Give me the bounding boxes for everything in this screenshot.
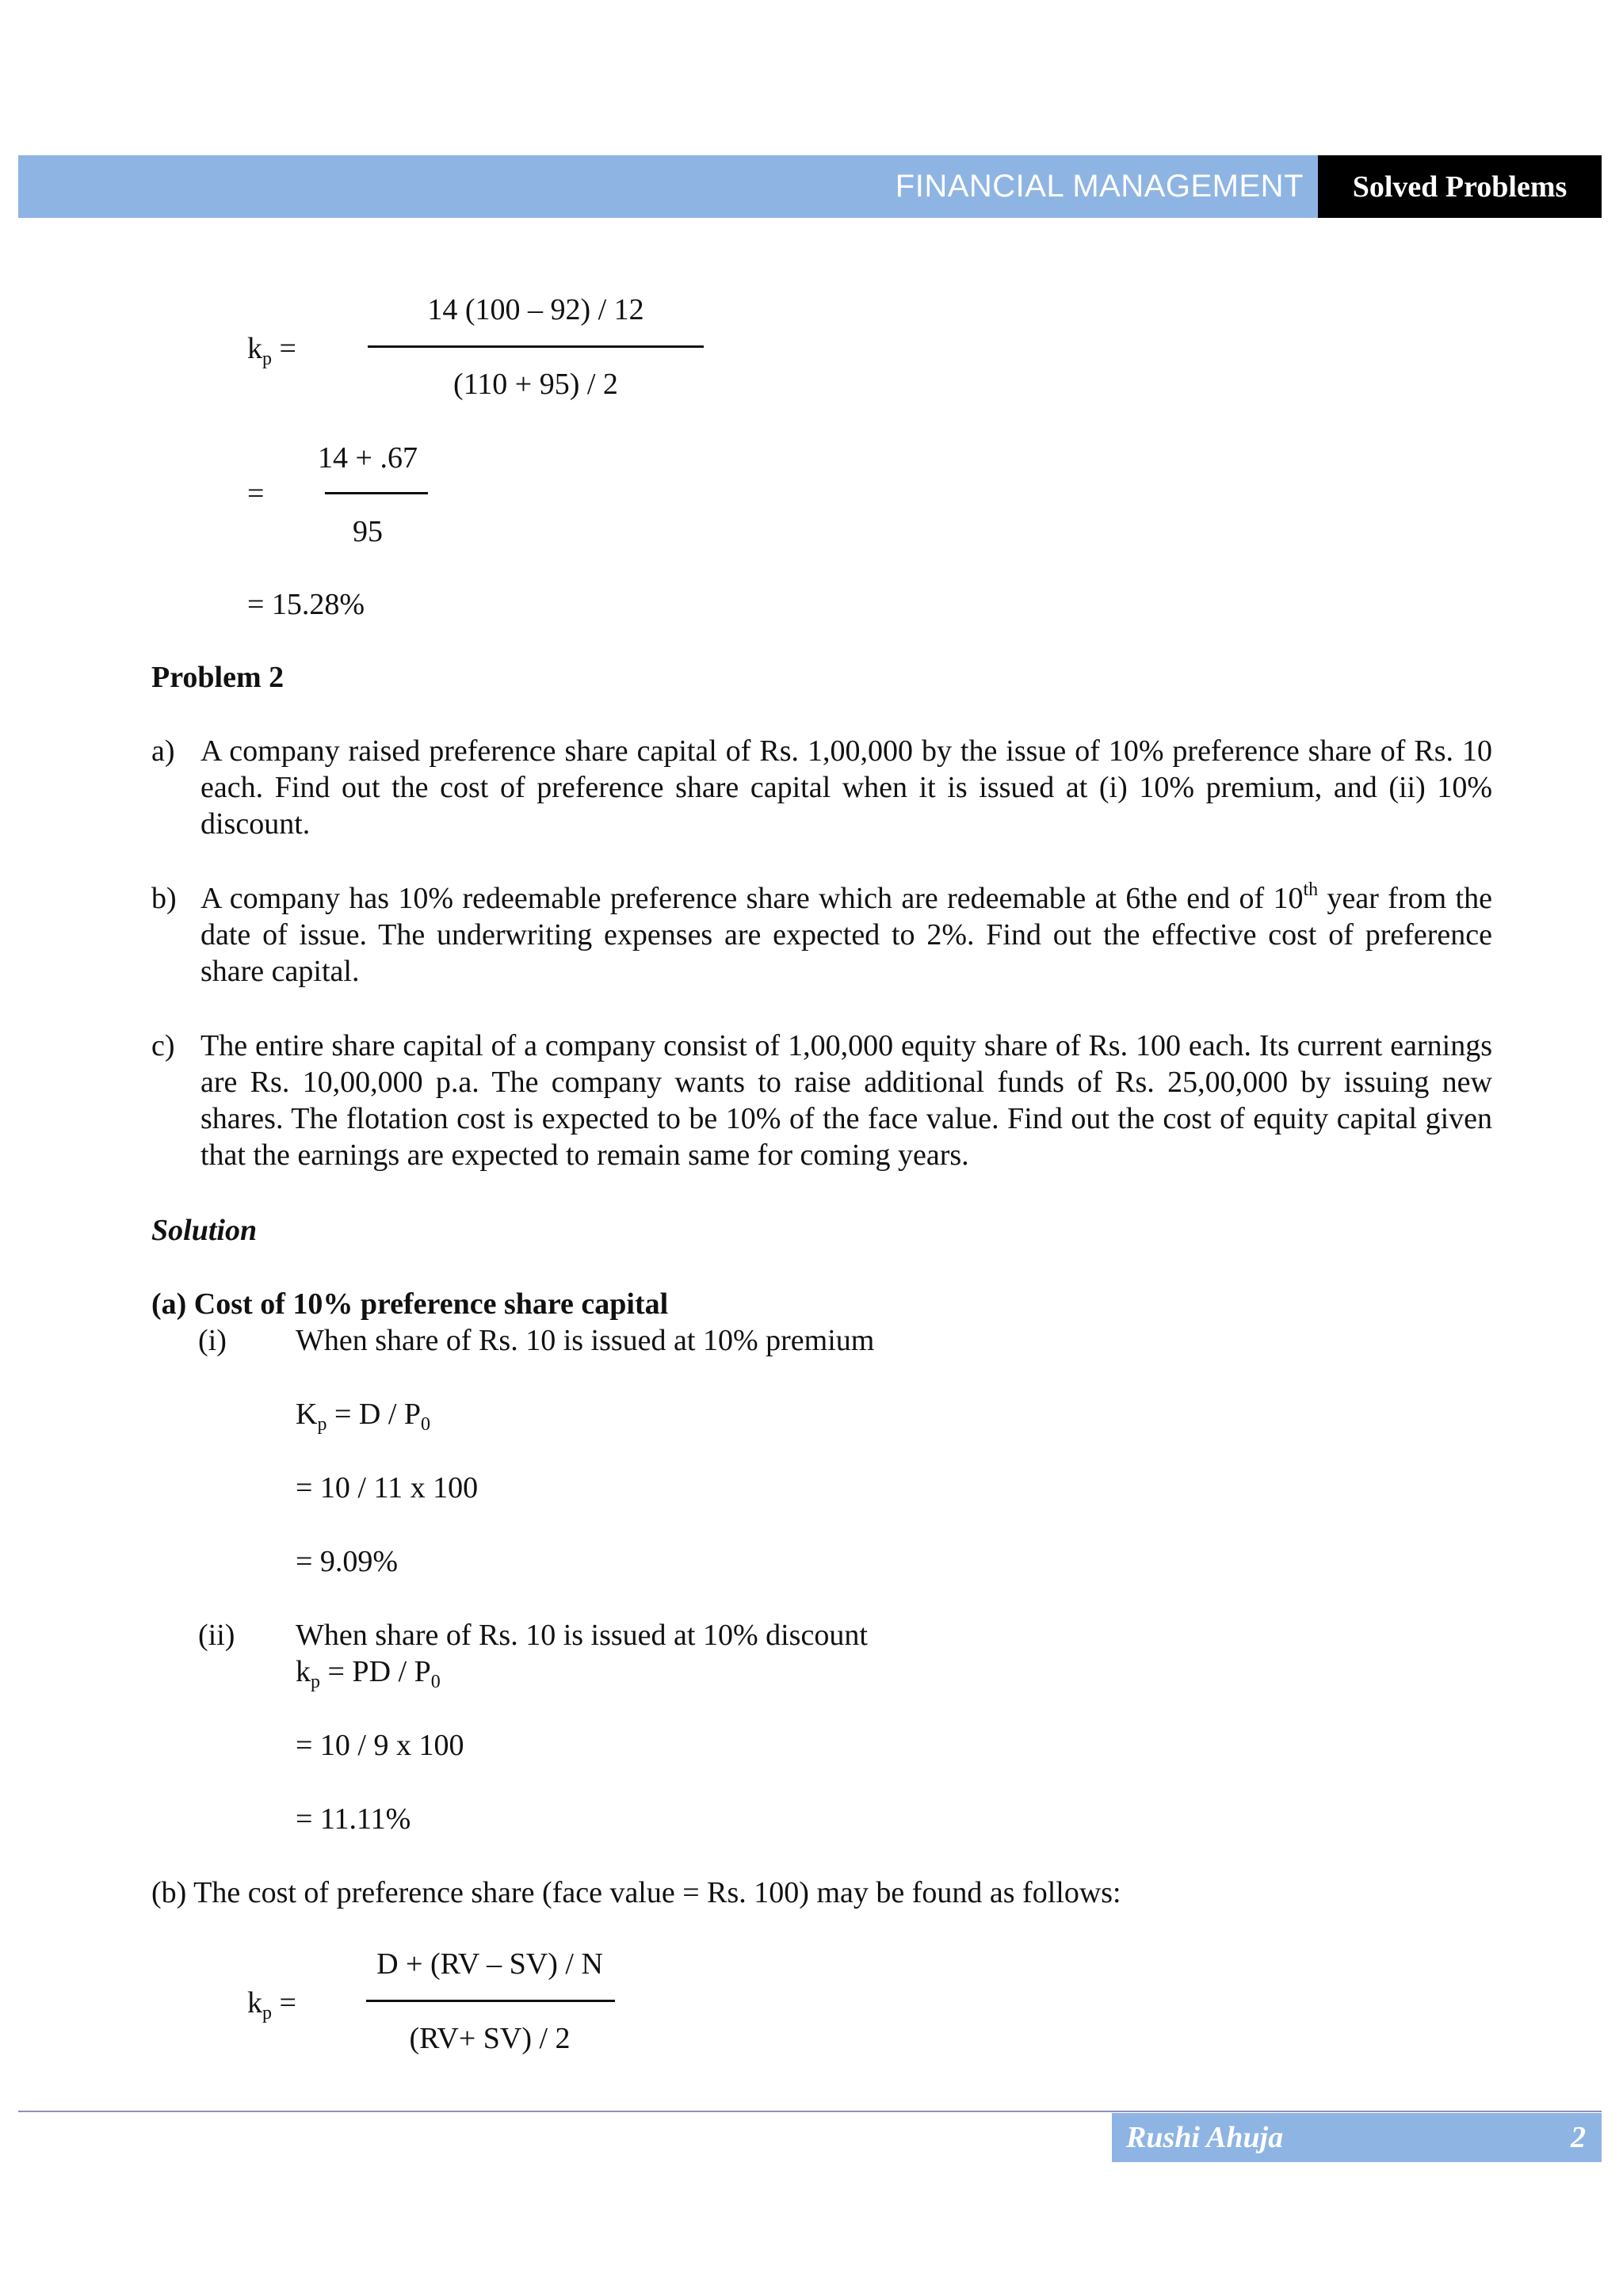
eq2-fraction-bar: [325, 492, 428, 494]
part-b-denominator: (RV+ SV) / 2: [409, 2022, 571, 2055]
header-section-label: [1318, 155, 1602, 218]
problem-item-text: A company raised preference share capital of Rs. 1,00,000 by the issue of 10% preference share of Rs. 10 each. Find out the cost of preference share capital when it is issued at (i) 10% premium, and (ii) 10% discount.: [200, 734, 1492, 841]
problem-title: Problem 2: [151, 661, 285, 694]
part-a-ii-desc: When share of Rs. 10 is issued at 10% discount: [296, 1619, 868, 1652]
part-a-ii-label: (ii): [198, 1619, 235, 1652]
part-a-i-label: (i): [198, 1324, 227, 1357]
part-b-numerator: D + (RV – SV) / N: [376, 1947, 603, 1981]
solution-title: Solution: [151, 1214, 258, 1247]
page-number: 2: [1571, 2121, 1586, 2154]
part-a-i-step: = 10 / 11 x 100: [296, 1471, 479, 1505]
eq1-lhs: $k_p$ =: [247, 332, 296, 369]
part-b-lhs: $k_p$ =: [247, 1986, 296, 2023]
problem-item-label: b): [151, 882, 177, 915]
header-title: FINANCIAL MANAGEMENT: [895, 169, 1304, 204]
part-a-ii-step: = 10 / 9 x 100: [296, 1729, 464, 1762]
part-a-heading: (a) Cost of 10% preference share capital: [151, 1287, 669, 1321]
problem-item-label: a): [151, 734, 175, 768]
eq2-denominator: 95: [353, 515, 383, 548]
problem-item-text: A company has 10% redeemable preference share which are redeemable at 6the end of 10th year from the date of issue. The underwriting expenses are expected to 2%. Find out the effective cost of preference share capital.: [200, 879, 1492, 988]
part-b-intro: (b) The cost of preference share (face value = Rs. 100) may be found as follows:: [151, 1876, 1121, 1909]
footer-rule: [18, 2111, 1602, 2112]
part-a-ii-result: = 11.11%: [296, 1802, 411, 1836]
header-title-bar: [18, 155, 1318, 218]
part-a-i-desc: When share of Rs. 10 is issued at 10% premium: [296, 1324, 875, 1357]
part-a-i-formula: $K_p = D / P_0$: [296, 1398, 431, 1435]
part-a-ii-formula: $k_p$ = PD / $P_0$: [296, 1655, 441, 1692]
eq2-equals: =: [247, 477, 265, 510]
eq1-fraction-bar: [368, 345, 704, 348]
eq3-result: = 15.28%: [247, 588, 365, 621]
eq1-denominator: (110 + 95) / 2: [453, 368, 618, 401]
header-section: Solved Problems: [1352, 170, 1568, 204]
eq1-numerator: 14 (100 – 92) / 12: [427, 293, 644, 326]
footer-bar: [1112, 2113, 1602, 2162]
problem-item-text: The entire share capital of a company consist of 1,00,000 equity share of Rs. 100 each. Its current earnings are Rs. 10,00,000 p.a. The company wants to raise additional funds of Rs. 25,00,000 by issuing new shares. The flotation cost is expected to be 10% of the face value. Find out the cost of equity capital given that the earnings are expected to remain same for coming years.: [200, 1029, 1492, 1172]
footer-author: Rushi Ahuja: [1126, 2121, 1284, 2154]
part-b-fraction-bar: [366, 2000, 615, 2002]
eq2-numerator: 14 + .67: [318, 441, 418, 475]
part-a-i-result: = 9.09%: [296, 1545, 399, 1578]
problem-item-label: c): [151, 1029, 175, 1062]
